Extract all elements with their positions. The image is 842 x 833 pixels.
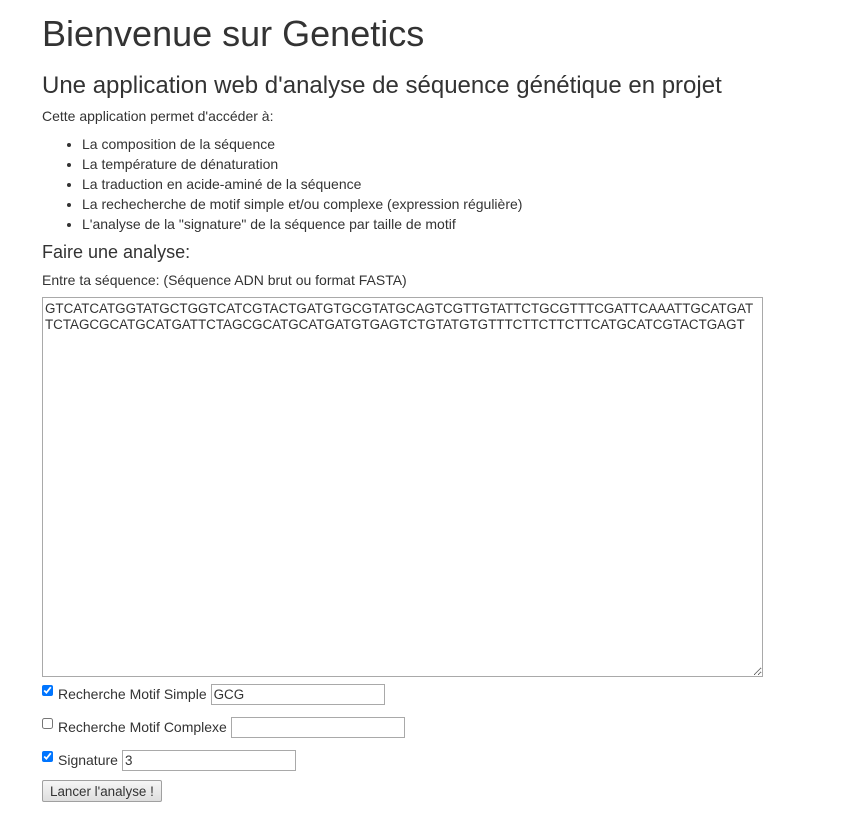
complex-motif-row (42, 716, 405, 738)
signature-checkbox[interactable] (42, 751, 53, 762)
simple-motif-row (42, 683, 385, 705)
intro-text: Cette application permet d'accéder à: (42, 108, 274, 124)
complex-motif-input[interactable] (231, 717, 405, 738)
signature-input[interactable] (122, 750, 296, 771)
feature-item-motif-search: • La rechecherche de motif simple et/ou complexe (expression régulière) (82, 194, 522, 214)
complex-motif-checkbox[interactable] (42, 718, 53, 729)
page-title: Bienvenue sur Genetics (42, 13, 425, 54)
signature-row (42, 749, 296, 771)
signature-label[interactable]: Signature (58, 752, 118, 768)
sequence-textarea[interactable] (42, 297, 763, 677)
submit-analysis-button[interactable]: Lancer l'analyse ! (42, 780, 162, 802)
simple-motif-input[interactable] (211, 684, 385, 705)
feature-list (42, 134, 522, 234)
simple-motif-checkbox[interactable] (42, 685, 53, 696)
page-subtitle: Une application web d'analyse de séquence génétique en projet (42, 72, 722, 99)
simple-motif-label[interactable]: Recherche Motif Simple (58, 686, 207, 702)
complex-motif-label[interactable]: Recherche Motif Complexe (58, 719, 227, 735)
feature-item-signature: • L'analyse de la "signature" de la séquence par taille de motif (82, 214, 522, 234)
analysis-heading: Faire une analyse: (42, 242, 191, 262)
feature-item-composition: • La composition de la séquence (82, 134, 522, 154)
feature-item-translation: • La traduction en acide-aminé de la séquence (82, 174, 522, 194)
feature-item-temperature: • La température de dénaturation (82, 154, 522, 174)
sequence-label: Entre ta séquence: (Séquence ADN brut ou format FASTA) (42, 272, 407, 288)
